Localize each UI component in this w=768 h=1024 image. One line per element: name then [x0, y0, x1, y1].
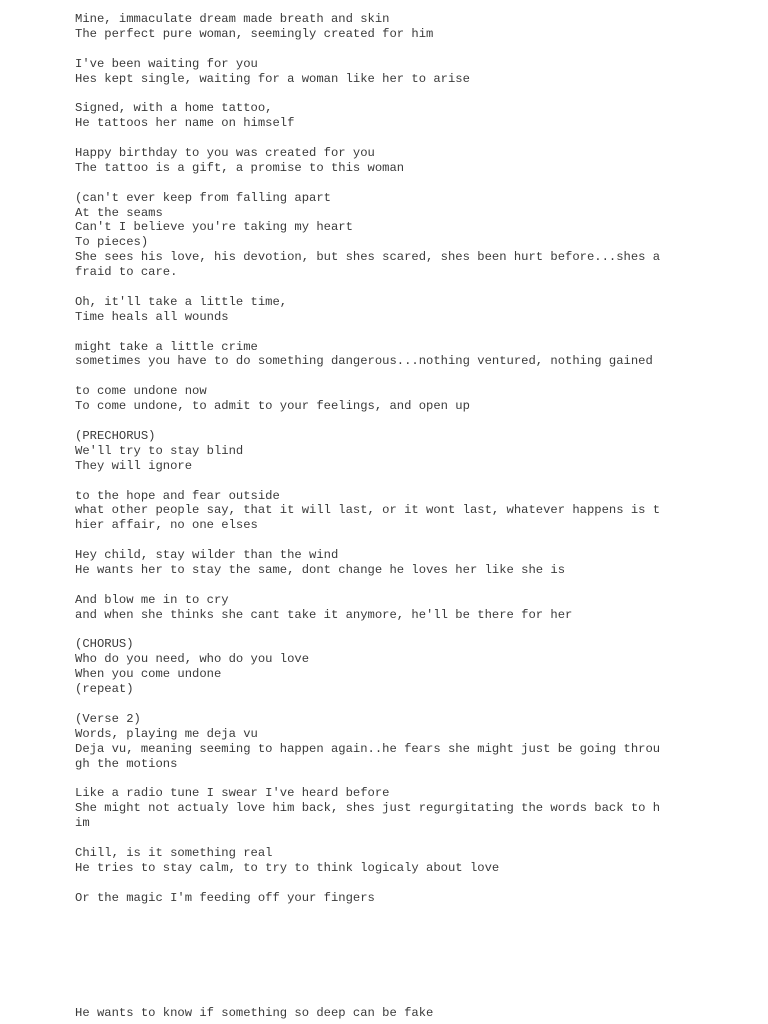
text-line: The tattoo is a gift, a promise to this woman: [75, 160, 405, 175]
text-line: and when she thinks she cant take it anymore, he'll be there for her: [75, 607, 573, 622]
text-line: And blow me in to cry: [75, 592, 229, 607]
blank-line: [75, 86, 695, 101]
blank-line: [75, 771, 695, 786]
text-line: (CHORUS): [75, 637, 134, 652]
blank-line: [75, 474, 695, 489]
text-line: Time heals all wounds: [75, 309, 229, 324]
text-line: Deja vu, meaning seeming to happen again..he fears she might just be going throu: [75, 741, 661, 756]
blank-line: [75, 42, 695, 57]
text-line: He tries to stay calm, to try to think logicaly about love: [75, 860, 500, 875]
blank-line: [75, 876, 695, 891]
text-line: Words, playing me deja vu: [75, 726, 258, 741]
text-line: Hes kept single, waiting for a woman like her to arise: [75, 71, 470, 86]
blank-line: [75, 414, 695, 429]
text-line: hier affair, no one elses: [75, 518, 258, 533]
blank-line: [75, 325, 695, 340]
text-line: might take a little crime: [75, 339, 258, 354]
text-line: to come undone now: [75, 384, 207, 399]
text-line: She might not actualy love him back, shes just regurgitating the words back to h: [75, 801, 661, 816]
blank-line: [75, 623, 695, 638]
lyrics-text-block: [75, 12, 695, 905]
text-line: She sees his love, his devotion, but shes scared, shes been hurt before...shes a: [75, 250, 661, 265]
blank-line: [75, 831, 695, 846]
blank-line: [75, 533, 695, 548]
text-line: fraid to care.: [75, 265, 178, 280]
text-line: (can't ever keep from falling apart: [75, 190, 331, 205]
text-line: Mine, immaculate dream made breath and skin: [75, 12, 390, 26]
text-line: Happy birthday to you was created for you: [75, 146, 375, 161]
text-line: sometimes you have to do something dangerous...nothing ventured, nothing gained: [75, 354, 653, 369]
text-line: To come undone, to admit to your feelings, and open up: [75, 399, 470, 414]
blank-line: [75, 697, 695, 712]
text-line: (Verse 2): [75, 711, 141, 726]
text-line: (PRECHORUS): [75, 428, 156, 443]
blank-line: [75, 578, 695, 593]
text-line: what other people say, that it will last, or it wont last, whatever happens is t: [75, 503, 661, 518]
text-line: Or the magic I'm feeding off your fingers: [75, 890, 375, 905]
text-line: Like a radio tune I swear I've heard before: [75, 786, 390, 801]
text-line: Who do you need, who do you love: [75, 652, 310, 667]
text-line: gh the motions: [75, 756, 178, 771]
text-line: Signed, with a home tattoo,: [75, 101, 273, 116]
text-line: We'll try to stay blind: [75, 443, 244, 458]
text-line: im: [75, 816, 90, 831]
text-line: I've been waiting for you: [75, 56, 258, 71]
text-line: Can't I believe you're taking my heart: [75, 220, 353, 235]
text-line: (repeat): [75, 682, 134, 697]
text-line: Chill, is it something real: [75, 845, 273, 860]
text-line: At the seams: [75, 205, 163, 220]
text-line: He tattoos her name on himself: [75, 116, 295, 131]
text-line: to the hope and fear outside: [75, 488, 280, 503]
blank-line: [75, 176, 695, 191]
blank-line: [75, 131, 695, 146]
text-line: They will ignore: [75, 458, 193, 473]
text-line: He wants her to stay the same, dont change he loves her like she is: [75, 562, 566, 577]
blank-line: [75, 369, 695, 384]
text-line: Oh, it'll take a little time,: [75, 294, 288, 309]
text-line: When you come undone: [75, 667, 222, 682]
text-line: The perfect pure woman, seemingly created for him: [75, 26, 434, 41]
bottom-text-line: He wants to know if something so deep can be fake: [75, 1006, 434, 1020]
text-line: Hey child, stay wilder than the wind: [75, 548, 339, 563]
text-line: To pieces): [75, 235, 149, 250]
blank-line: [75, 280, 695, 295]
